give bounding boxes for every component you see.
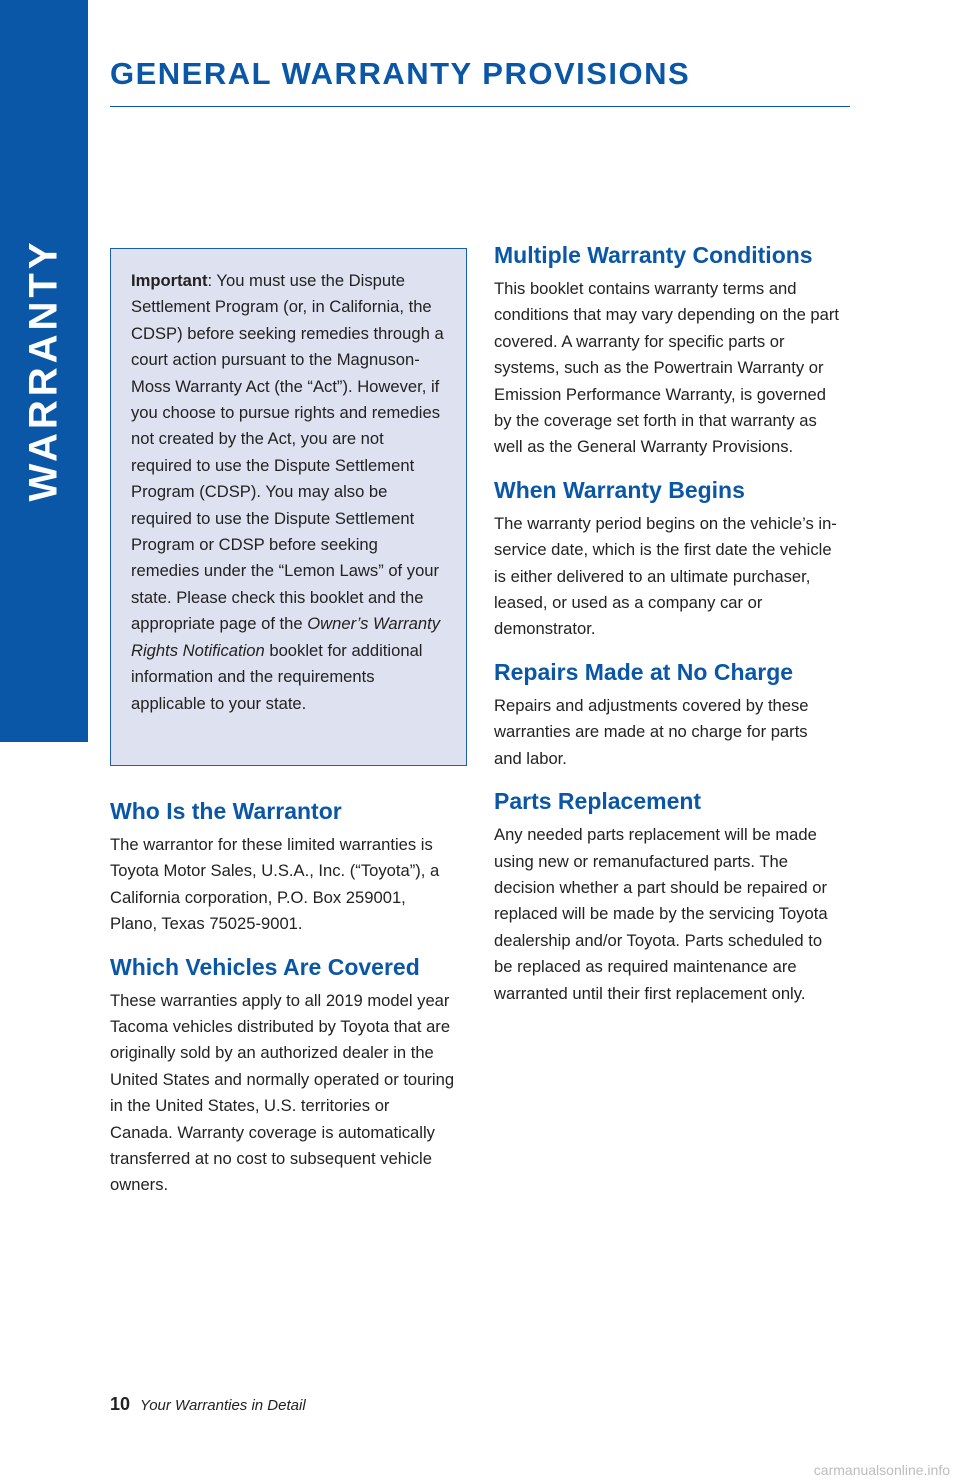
important-notice-box bbox=[110, 248, 467, 766]
notice-text-part-1: : You must use the Dispute Settlement Program (or, in California, the CDSP) before seeking remedies through a court action pursuant to the Magnuson-Moss Warranty Act (the “Act”). However, if you choose to pursue rights and remedies not created by the Act, you are not required to use the Dispute Settlement Program (CDSP). You may also be required to use the Dispute Settlement Program or CDSP before seeking remedies under the “Lemon Laws” of your state. Please check this booklet and the appropriate page of the bbox=[131, 271, 444, 634]
watermark: carmanualsonline.info bbox=[813, 1462, 950, 1478]
side-tab-label: WARRANTY bbox=[21, 238, 66, 502]
section-heading: Who Is the Warrantor bbox=[110, 798, 342, 824]
right-column bbox=[494, 240, 839, 1021]
title-divider bbox=[110, 106, 850, 107]
section-body: The warrantor for these limited warranties is Toyota Motor Sales, U.S.A., Inc. (“Toyota”), a California corporation, P.O. Box 259001, Plano, Texas 75025-9001. bbox=[110, 835, 440, 934]
section-heading: When Warranty Begins bbox=[494, 476, 745, 503]
section-body: These warranties apply to all 2019 model year Tacoma vehicles distributed by Toyota that are originally sold by an authorized dealer in the United States and normally operated or touring in the United States, U.S. territories or Canada. Warranty coverage is automatically transferred at no cost to subsequent vehicle owners. bbox=[110, 990, 455, 1195]
section-heading: Which Vehicles Are Covered bbox=[110, 953, 420, 980]
page-number: 10 bbox=[110, 1394, 131, 1414]
section-body: The warranty period begins on the vehicle’s in-service date, which is the first date the vehicle is either delivered to an ultimate purchaser, leased, or used as a company car or demonstrator. bbox=[494, 513, 837, 639]
section-body: Any needed parts replacement will be made using new or remanufactured parts. The decision whether a part should be repaired or replaced will be made by the servicing Toyota dealership and/or Toyota. Parts scheduled to be replaced as required maintenance are warranted until their first replacement only. bbox=[494, 825, 828, 1003]
important-notice-text bbox=[131, 268, 446, 717]
section-body: Repairs and adjustments covered by these warranties are made at no charge for parts and labor. bbox=[494, 695, 809, 768]
section-heading: Parts Replacement bbox=[494, 788, 702, 815]
left-column bbox=[110, 796, 455, 1213]
page-title: GENERAL WARRANTY PROVISIONS bbox=[110, 56, 691, 91]
section-multiple-warranty-conditions bbox=[494, 240, 839, 461]
side-tab bbox=[0, 0, 88, 742]
footer-title: Your Warranties in Detail bbox=[140, 1397, 306, 1414]
notice-text-part-2: booklet for additional information and the requirements applicable to your state. bbox=[131, 640, 423, 713]
section-heading: Multiple Warranty Conditions bbox=[494, 242, 813, 268]
section-who-is-the-warrantor bbox=[110, 796, 455, 938]
section-body: This booklet contains warranty terms and conditions that may vary depending on the part covered. A warranty for specific parts or systems, such as the Powertrain Warranty or Emission Performance Warranty, is governed by the coverage set forth in that warranty as well as the General Warranty Provisions. bbox=[494, 279, 840, 457]
section-parts-replacement bbox=[494, 786, 839, 1007]
section-heading: Repairs Made at No Charge bbox=[494, 658, 794, 685]
page-footer bbox=[110, 1394, 306, 1415]
section-when-warranty-begins bbox=[494, 475, 839, 643]
important-label: Important bbox=[131, 271, 208, 290]
booklet-title: Owner’s Warranty Rights Notification bbox=[131, 614, 441, 660]
section-which-vehicles-are-covered bbox=[110, 952, 455, 1199]
section-repairs-made-at-no-charge bbox=[494, 657, 839, 772]
